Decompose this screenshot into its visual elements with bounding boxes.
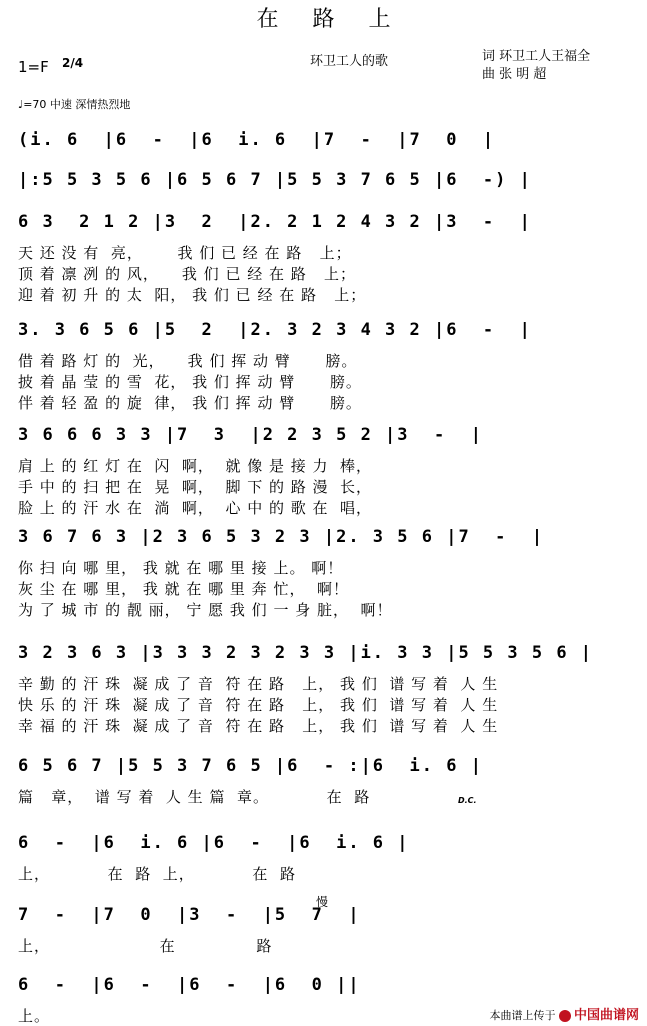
lyric-line: 为 了 城 市 的 靓 丽， 宁 愿 我 们 一 身 脏， 啊！ <box>18 601 393 619</box>
brand-name: 中国曲谱网 <box>573 1008 639 1023</box>
lyric-line: 幸 福 的 汗 珠 凝 成 了 音 符 在 路 上， 我 们 谱 写 着 人 生 <box>18 717 499 735</box>
staff-notes: 7 - |7 0 |3 - |5 7 | <box>18 905 361 925</box>
subtitle: 环卫工人的歌 <box>310 54 389 69</box>
footer <box>489 1004 639 1023</box>
staff-notes: 3 2 3 6 3 |3 3 3 2 3 2 3 3 |i. 3 3 |5 5 3 5 6 | <box>18 643 594 663</box>
lyric-line: 上， 在 路 上， 在 路 <box>18 865 296 883</box>
lyric-line: 灰 尘 在 哪 里， 我 就 在 哪 里 奔 忙， 啊！ <box>18 580 349 598</box>
staff-notes: 6 3 2 1 2 |3 2 |2. 2 1 2 4 3 2 |3 - | <box>18 212 532 232</box>
song-title: 在路上 <box>256 7 425 32</box>
lyric-line: 篇 章， 谱 写 着 人 生 篇 章。 在 路 <box>18 788 371 806</box>
staff-notes: 3. 3 6 5 6 |5 2 |2. 3 2 3 4 3 2 |6 - | <box>18 320 532 340</box>
lyric-line: 上。 <box>18 1007 51 1025</box>
lyric-line: 手 中 的 扫 把 在 晃 啊， 脚 下 的 路 漫 长， <box>18 478 373 496</box>
lyric-line: 快 乐 的 汗 珠 凝 成 了 音 符 在 路 上， 我 们 谱 写 着 人 生 <box>18 696 499 714</box>
staff-notes: 3 6 7 6 3 |2 3 6 5 3 2 3 |2. 3 5 6 |7 - | <box>18 527 545 547</box>
staff-notes: (i. 6 |6 - |6 i. 6 |7 - |7 0 | <box>18 130 496 150</box>
lyric-line: 伴 着 轻 盈 的 旋 律， 我 们 挥 动 臂 膀。 <box>18 394 362 412</box>
time-signature: 2/4 <box>62 56 84 70</box>
staff-notes: 6 - |6 - |6 - |6 0 || <box>18 975 361 995</box>
lyric-line: 披 着 晶 莹 的 雪 花， 我 们 挥 动 臂 膀。 <box>18 373 362 391</box>
upload-text: 本曲谱上传于 <box>489 1009 556 1022</box>
lyric-line: 借 着 路 灯 的 光， 我 们 挥 动 臂 膀。 <box>18 352 358 370</box>
lyric-line: 辛 勤 的 汗 珠 凝 成 了 音 符 在 路 上， 我 们 谱 写 着 人 生 <box>18 675 499 693</box>
tempo-marking: ♩=70 中速 深情热烈地 <box>18 98 131 111</box>
staff-notes: |:5 5 3 5 6 |6 5 6 7 |5 5 3 7 6 5 |6 -) | <box>18 170 532 190</box>
lyric-line: 脸 上 的 汗 水 在 淌 啊， 心 中 的 歌 在 唱， <box>18 499 373 517</box>
key-signature: 1=F <box>18 58 49 76</box>
lyric-line: 天 还 没 有 亮， 我 们 已 经 在 路 上； <box>18 244 352 262</box>
lyric-line: 肩 上 的 红 灯 在 闪 啊， 就 像 是 接 力 棒， <box>18 457 373 475</box>
logo-icon <box>559 1010 571 1022</box>
staff-notes: 6 - |6 i. 6 |6 - |6 i. 6 | <box>18 833 410 853</box>
staff-notes: 6 5 6 7 |5 5 3 7 6 5 |6 - :|6 i. 6 | <box>18 756 483 776</box>
tempo-change-mark: 慢 <box>316 895 329 909</box>
composer: 曲 张 明 超 <box>482 67 547 82</box>
dc-mark: D.C. <box>458 796 477 805</box>
lyric-line: 上， 在 路 <box>18 937 273 955</box>
staff-notes: 3 6 6 6 3 3 |7 3 |2 2 3 5 2 |3 - | <box>18 425 483 445</box>
lyric-line: 你 扫 向 哪 里， 我 就 在 哪 里 接 上。 啊！ <box>18 559 344 577</box>
lyricist: 词 环卫工人王福全 <box>482 49 591 64</box>
lyric-line: 顶 着 凛 冽 的 风， 我 们 已 经 在 路 上； <box>18 265 357 283</box>
lyric-line: 迎 着 初 升 的 太 阳， 我 们 已 经 在 路 上； <box>18 286 367 304</box>
